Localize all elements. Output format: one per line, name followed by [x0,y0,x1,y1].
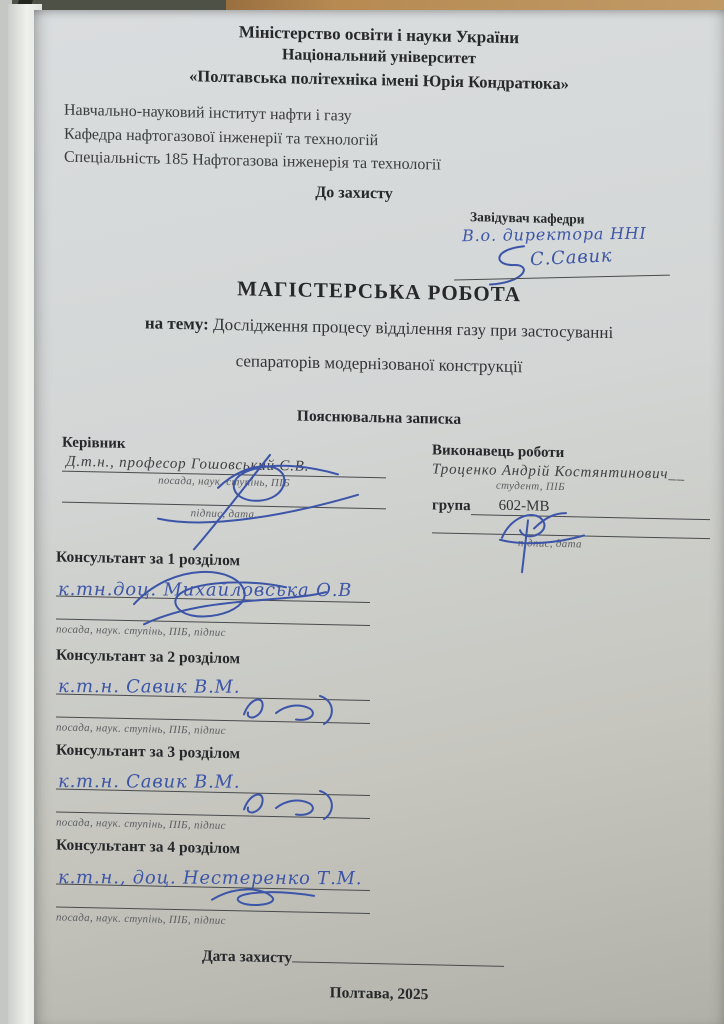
consultant-2-line-2 [56,694,370,724]
consultant-2-block [56,644,370,740]
doc-kind-label: Пояснювальна записка [296,407,462,428]
page-content [34,10,724,1024]
consultant-4-line-2 [56,884,370,914]
supervisor-label: Керівник [62,434,126,452]
supervisor-name-caption: посада, наук. ступінь, ПІБ [158,474,290,490]
consultant-4-signature-scribble [204,884,324,911]
ministry-line: Міністерство освіти і науки України [238,22,520,48]
consultant-4-label: Консультант за 4 розділом [56,836,241,858]
defense-date-label: Дата захисту [202,947,293,967]
consultant-1-block [56,546,370,642]
document-page [34,10,724,1024]
to-defense-label: До захисту [315,183,393,203]
head-handwritten-position: В.о. директора ННІ [461,223,647,246]
executor-label: Виконавець роботи [432,442,565,462]
executor-sign-caption: підпис, дата [518,537,582,551]
defense-date-blank-line [292,947,504,966]
consultant-1-signature-scribble [114,566,344,633]
supervisor-sign-caption: підпис, дата. [190,507,258,521]
consultant-2-caption: посада, наук. ступінь, ПІБ, підпис [56,721,226,738]
org-block [64,99,441,177]
executor-name-caption: студент, ПІБ [496,479,565,494]
specialty-line: Спеціальність 185 Нафтогазова інженерія та технології [64,148,441,174]
consultant-2-label: Консультант за 2 розділом [56,646,241,668]
department-line: Кафедра нафтогазової інженерії та технологій [64,125,379,149]
consultant-3-caption: посада, наук. ступінь, ПІБ, підпис [56,816,226,833]
consultant-3-line-2 [56,789,370,819]
consultant-3-block [56,739,370,835]
group-label: група [432,497,471,515]
consultant-3-label: Консультант за 3 розділом [56,741,241,763]
consultant-4-caption: посада, наук. ступінь, ПІБ, підпис [56,911,226,928]
institute-line: Навчально-науковий інститут нафти і газу [64,101,352,125]
topic-text-1: Дослідження процесу відділення газу при застосуванні [213,314,614,343]
group-value: 602-МВ [471,497,710,520]
consultant-1-label: Консультант за 1 розділом [56,548,241,570]
consultant-3-handwritten: к.т.н. Савик В.М. [57,771,241,793]
head-of-department-label: Завідувач кафедри [470,209,585,227]
executor-signature-scribble [494,502,590,576]
supervisor-signature-scribble [98,439,398,555]
head-handwritten-signature: С.Савик [529,245,614,271]
university-name-line: «Полтавська політехніка імені Юрія Кондратюка» [189,66,569,94]
executor-name: Троценко Андрій Костянтинович__ [432,461,685,483]
topic-line-1 [34,311,724,345]
consultant-2-handwritten: к.т.н. Савик В.М. [57,676,241,698]
consultant-3-signature-scribble [234,785,338,819]
consultant-1-caption: посада, наук. ступінь, ПІБ, підпис [56,623,226,640]
topic-line-2: сепараторів модернізованої конструкції [235,351,523,377]
consultant-4-block [56,834,370,930]
city-year-line: Полтава, 2025 [329,984,429,1004]
consultant-2-signature-scribble [234,690,338,724]
university-line: Національний університет [281,46,476,68]
supervisor-name: Д.т.н., професор Гошовський С.В. [62,454,386,479]
topic-label: на тему: [144,313,209,334]
consultant-4-handwritten: к.т.н., доц. Нестеренко Т.М. [57,867,363,890]
defense-date-row [202,946,504,972]
consultant-1-handwritten: к.тн.доц. Михайловська О.В [57,579,353,602]
work-type-title: МАГІСТЕРСЬКА РОБОТА [237,276,521,307]
